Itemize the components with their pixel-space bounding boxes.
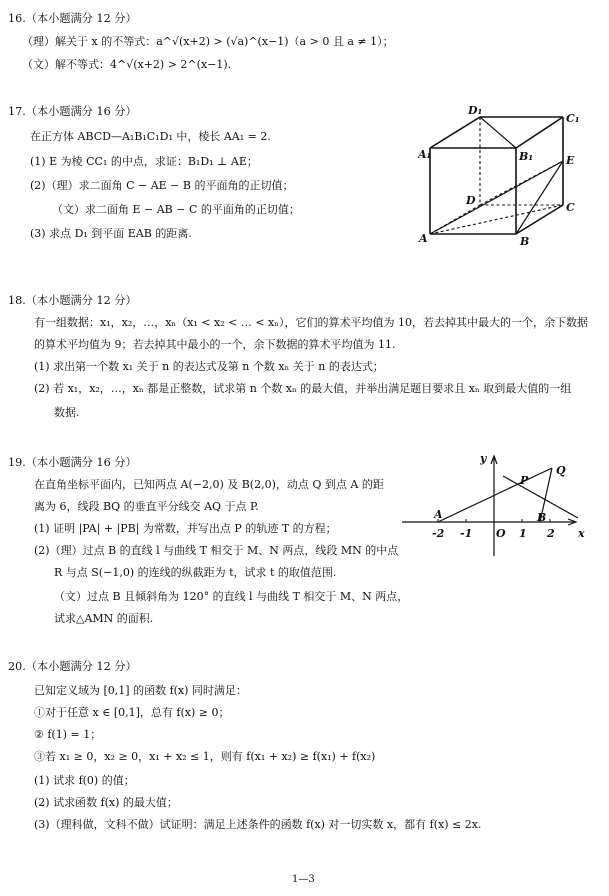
problem-17-line-1: 在正方体 ABCD—A₁B₁C₁D₁ 中，棱长 AA₁ = 2. bbox=[30, 130, 271, 143]
cube-figure bbox=[418, 102, 590, 250]
problem-18-line-5: 数据. bbox=[54, 406, 80, 419]
problem-19-line-5: R 与点 S(−1,0) 的连线的纵截距为 t，试求 t 的取值范围. bbox=[54, 566, 337, 579]
problem-16-header: 16.（本小题满分 12 分） bbox=[8, 12, 137, 25]
problem-19-line-2: 离为 6，线段 BQ 的垂直平分线交 AQ 于点 P. bbox=[34, 500, 259, 513]
coord-label-y: y bbox=[480, 452, 487, 465]
cube-label-b1: B₁ bbox=[519, 150, 534, 163]
problem-19-line-6: （文）过点 B 且倾斜角为 120° 的直线 l 与曲线 T 相交于 M、N 两点， bbox=[54, 590, 409, 603]
cube-label-c1: C₁ bbox=[566, 112, 580, 125]
coord-label-origin: O bbox=[496, 527, 506, 540]
problem-20-line-2: ①对于任意 x ∈ [0,1]，总有 f(x) ≥ 0； bbox=[34, 706, 230, 719]
cube-label-a: A bbox=[419, 232, 428, 245]
coord-label-b: B bbox=[537, 511, 547, 524]
coord-tick-1: 1 bbox=[519, 527, 527, 540]
cube-solid-edges bbox=[430, 117, 563, 234]
problem-19-line-4: (2)（理）过点 B 的直线 l 与曲线 T 相交于 M、N 两点，线段 MN 的中点 bbox=[34, 544, 399, 557]
problem-19-line-7: 试求△AMN 的面积. bbox=[54, 612, 154, 625]
coord-tick-2: 2 bbox=[547, 527, 555, 540]
problem-18-line-3: (1) 求出第一个数 x₁ 关于 n 的表达式及第 n 个数 xₙ 关于 n 的表达式； bbox=[34, 360, 384, 373]
coordinate-axes bbox=[402, 456, 576, 556]
problem-18-line-2: 的算术平均值为 9；若去掉其中最小的一个，余下数据的算术平均值为 11. bbox=[34, 338, 396, 351]
coord-label-p: P bbox=[520, 474, 529, 487]
coord-label-x: x bbox=[578, 527, 585, 540]
problem-17-line-2: (1) E 为棱 CC₁ 的中点，求证：B₁D₁ ⊥ AE； bbox=[30, 155, 258, 168]
problem-19-line-1: 在直角坐标平面内，已知两点 A(−2,0) 及 B(2,0)，动点 Q 到点 A 的距 bbox=[34, 478, 384, 491]
problem-16-line-2: （文）解不等式：4^√(x+2) > 2^(x−1). bbox=[22, 58, 232, 71]
cube-label-d1: D₁ bbox=[468, 104, 483, 117]
problem-16-line-1: （理）解关于 x 的不等式：a^√(x+2) > (√a)^(x−1)（a > 0 且 a ≠ 1）； bbox=[22, 35, 394, 48]
problem-17-line-4: （文）求二面角 E − AB − C 的平面角的正切值； bbox=[52, 203, 300, 216]
problem-20-line-3: ② f(1) = 1； bbox=[34, 728, 102, 741]
coordinate-figure bbox=[400, 448, 600, 560]
coord-tick-neg2: -2 bbox=[432, 527, 445, 540]
problem-20-line-1: 已知定义域为 [0,1] 的函数 f(x) 同时满足： bbox=[34, 684, 247, 697]
problem-18-line-1: 有一组数据：x₁，x₂，…，xₙ（x₁ < x₂ < … < xₙ），它们的算术平均值为 10，若去掉其中最大的一个，余下数据 bbox=[34, 316, 588, 329]
cube-label-e: E bbox=[566, 154, 575, 167]
cube-label-a1: A₁ bbox=[418, 148, 432, 161]
problem-20-line-6: (2) 试求函数 f(x) 的最大值； bbox=[34, 796, 178, 809]
problem-18-header: 18.（本小题满分 12 分） bbox=[8, 294, 137, 307]
problem-19-line-3: (1) 证明 |PA| + |PB| 为常数，并写出点 P 的轨迹 T 的方程； bbox=[34, 522, 337, 535]
cube-diagram bbox=[418, 102, 590, 250]
problem-18-line-4: (2) 若 x₁，x₂，…，xₙ 都是正整数，试求第 n 个数 xₙ 的最大值，并举出满足题目要求且 xₙ 取到最大值的一组 bbox=[34, 382, 572, 395]
problem-20-line-7: (3)（理科做，文科不做）试证明：满足上述条件的函数 f(x) 对一切实数 x，都有 f(x) ≤ 2x. bbox=[34, 818, 482, 831]
problem-17-header: 17.（本小题满分 16 分） bbox=[8, 105, 137, 118]
problem-20-header: 20.（本小题满分 12 分） bbox=[8, 660, 137, 673]
cube-label-c: C bbox=[566, 201, 575, 214]
coord-label-a: A bbox=[434, 508, 443, 521]
problem-17-line-3: (2)（理）求二面角 C − AE − B 的平面角的正切值； bbox=[30, 179, 294, 192]
problem-17-line-5: (3) 求点 D₁ 到平面 EAB 的距离. bbox=[30, 227, 192, 240]
page-number: 1—3 bbox=[292, 874, 315, 885]
problem-19-header: 19.（本小题满分 16 分） bbox=[8, 456, 137, 469]
cube-label-d: D bbox=[466, 194, 476, 207]
coord-tick-neg1: -1 bbox=[460, 527, 473, 540]
coordinate-diagram bbox=[400, 448, 600, 560]
coord-label-q: Q bbox=[556, 464, 566, 477]
problem-20-line-5: (1) 试求 f(0) 的值； bbox=[34, 774, 135, 787]
cube-label-b: B bbox=[520, 235, 530, 248]
problem-20-line-4: ③若 x₁ ≥ 0，x₂ ≥ 0，x₁ + x₂ ≤ 1，则有 f(x₁ + x₂) ≥ f(x₁) + f(x₂) bbox=[34, 750, 376, 763]
